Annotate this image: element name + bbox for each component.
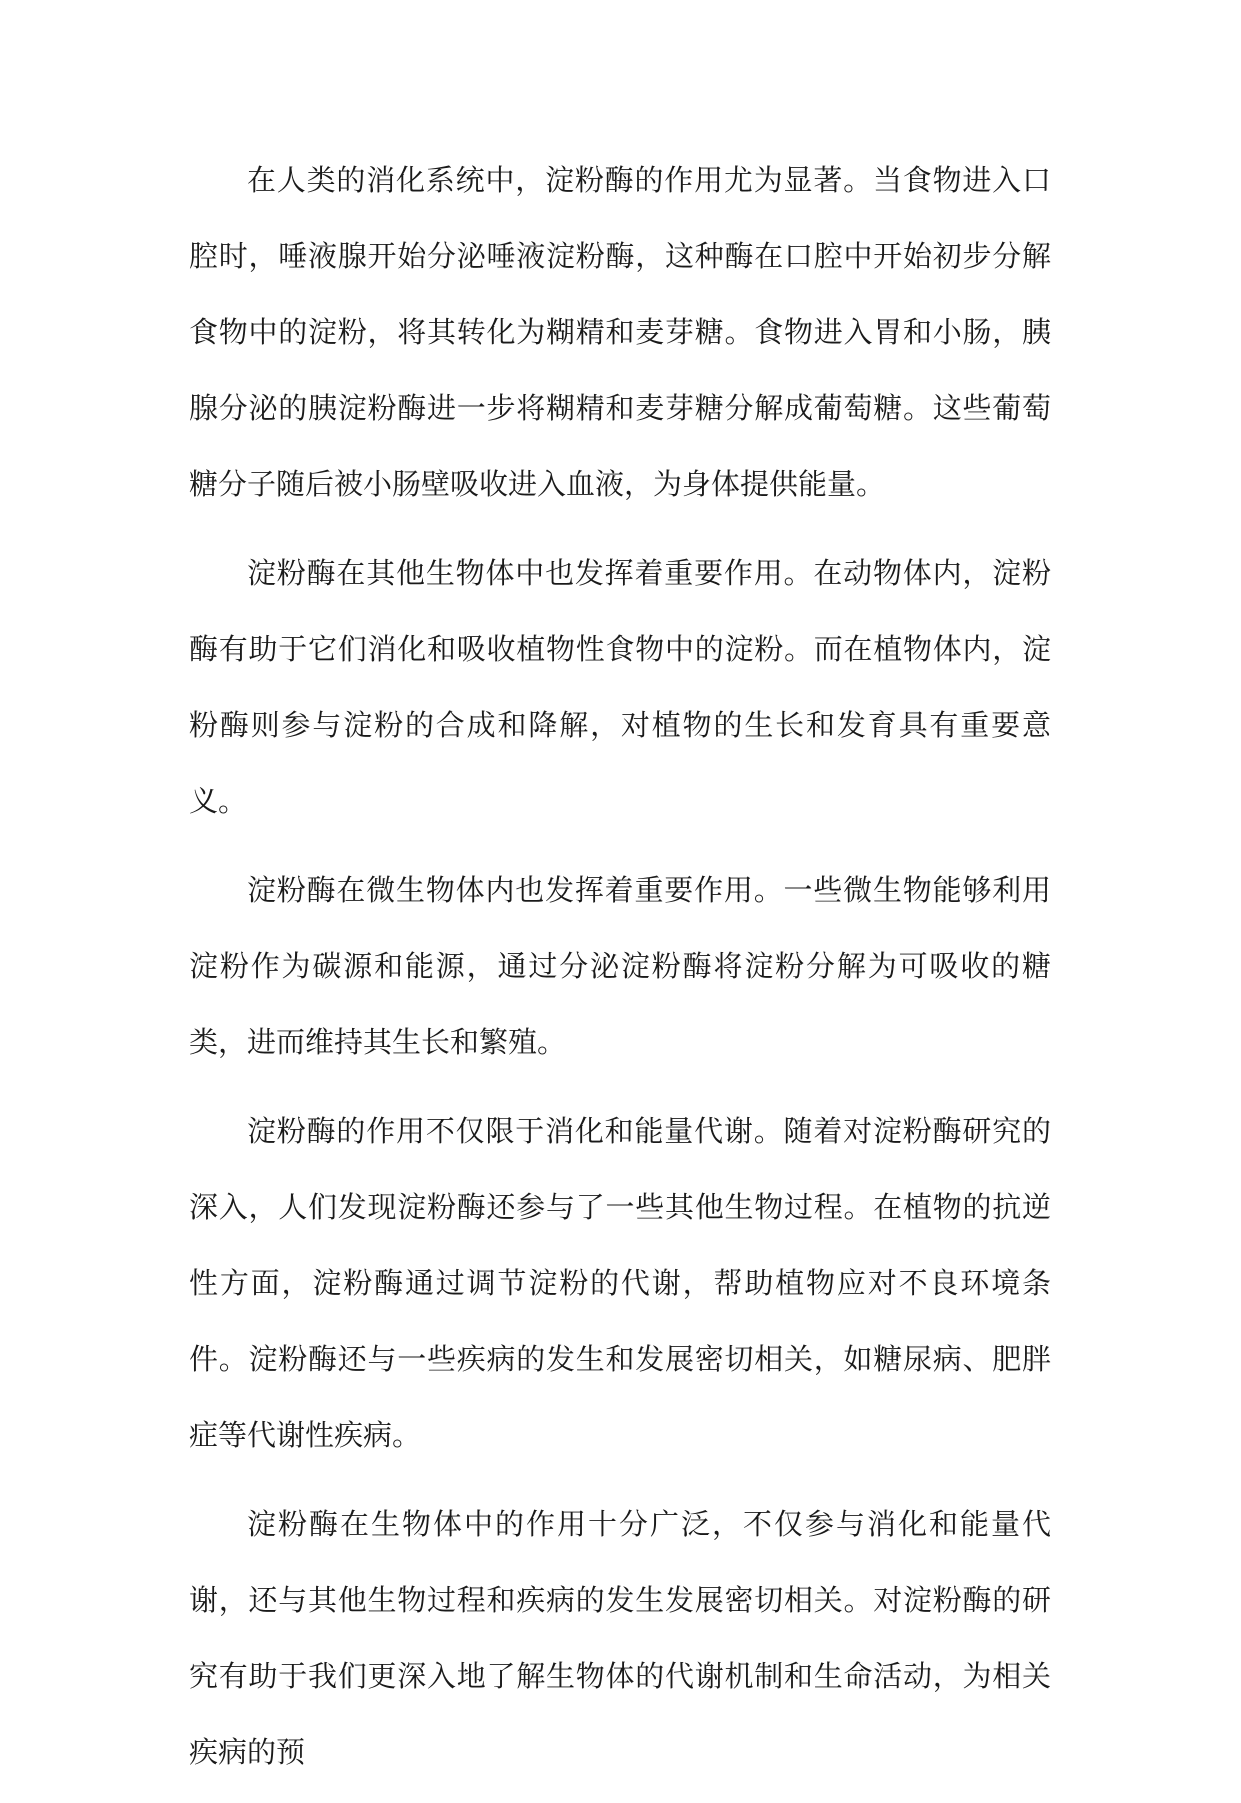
paragraph-summary: 淀粉酶在生物体中的作用十分广泛，不仅参与消化和能量代谢，还与其他生物过程和疾病的发生发展密切相关。对淀粉酶的研究有助于我们更深入地了解生物体的代谢机制和生命活动，为相关疾病的预: [189, 1507, 1051, 1769]
document-body: [189, 142, 1051, 1803]
paragraph-other-organisms: 淀粉酶在其他生物体中也发挥着重要作用。在动物体内，淀粉酶有助于它们消化和吸收植物性食物中的淀粉。而在植物体内，淀粉酶则参与淀粉的合成和降解，对植物的生长和发育具有重要意义。: [189, 556, 1051, 818]
paragraph-digestive-system: 在人类的消化系统中，淀粉酶的作用尤为显著。当食物进入口腔时，唾液腺开始分泌唾液淀粉酶，这种酶在口腔中开始初步分解食物中的淀粉，将其转化为糊精和麦芽糖。食物进入胃和小肠，胰腺分泌的胰淀粉酶进一步将糊精和麦芽糖分解成葡萄糖。这些葡萄糖分子随后被小肠壁吸收进入血液，为身体提供能量。: [189, 163, 1051, 501]
paragraph-microorganisms: 淀粉酶在微生物体内也发挥着重要作用。一些微生物能够利用淀粉作为碳源和能源，通过分泌淀粉酶将淀粉分解为可吸收的糖类，进而维持其生长和繁殖。: [189, 873, 1051, 1059]
paragraph-other-functions: 淀粉酶的作用不仅限于消化和能量代谢。随着对淀粉酶研究的深入，人们发现淀粉酶还参与了一些其他生物过程。在植物的抗逆性方面，淀粉酶通过调节淀粉的代谢，帮助植物应对不良环境条件。淀粉酶还与一些疾病的发生和发展密切相关，如糖尿病、肥胖症等代谢性疾病。: [189, 1114, 1051, 1452]
